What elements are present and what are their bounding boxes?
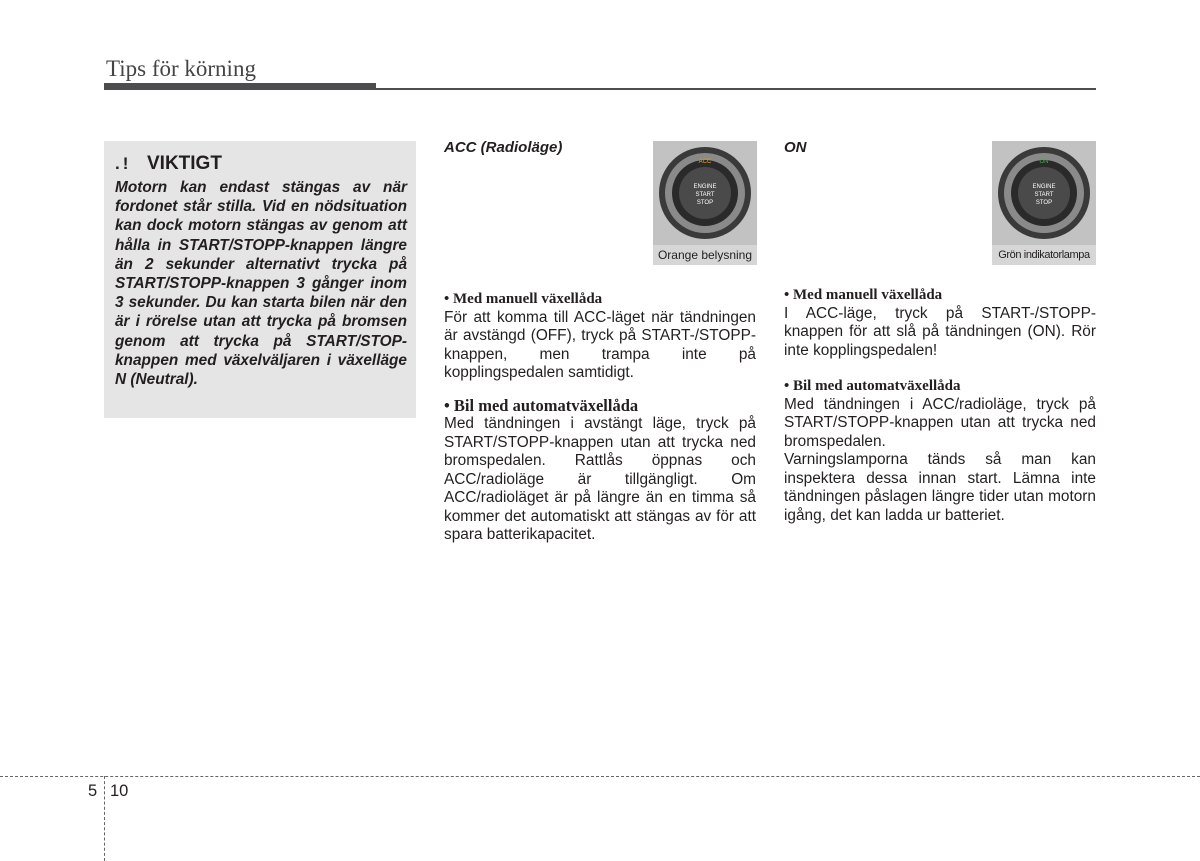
button-line-1: ENGINE <box>1032 184 1056 190</box>
on-auto-text-2: Varningslamporna tänds så man kan inspektera dessa innan start. Lämna inte tändningen påslagen längre tider utan motorn igång, det kan ladda ur batteriet. <box>784 451 1096 524</box>
warning-header <box>115 151 407 177</box>
on-photo-caption: Grön indikatorlampa <box>992 245 1096 265</box>
on-manual-text: I ACC-läge, tryck på START-/STOPP-knappen för att slå på tändningen (ON). Rör inte kopplingspedalen! <box>784 304 1096 359</box>
acc-ring-label: ACC <box>698 159 712 165</box>
on-button-photo <box>992 141 1096 265</box>
warning-title: VIKTIGT <box>147 153 222 174</box>
chapter-number: 5 <box>88 782 98 800</box>
button-line-2: START <box>1034 192 1054 198</box>
on-section-label: ON <box>784 139 807 156</box>
exclamation-icon: .! <box>115 154 132 173</box>
warning-text: Motorn kan endast stängas av när fordonet står stilla. Vid en nödsituation kan dock motorn stängas av genom att hålla in START/STOPP-knappen längre än 2 sekunder alternativt trycka på START/STOPP-knappen 3 gånger inom 3 sekunder. Du kan starta bilen när den är i rörelse utan att trycka på bromsen genom att trycka på START/STOP-knappen med växelväljaren i växelläge N (Neutral). <box>115 179 407 389</box>
acc-photo-caption: Orange belysning <box>653 245 757 265</box>
footer-divider <box>0 776 1200 777</box>
button-line-3: STOP <box>1035 200 1053 206</box>
on-ring-label: ON <box>1039 159 1049 165</box>
acc-section-label: ACC (Radioläge) <box>444 139 563 156</box>
button-line-1: ENGINE <box>693 184 717 190</box>
acc-auto-heading: • Bil med automatväxellåda <box>444 395 639 415</box>
button-line-3: STOP <box>696 200 714 206</box>
on-auto-heading: • Bil med automatväxellåda <box>784 378 961 394</box>
acc-manual-text: För att komma till ACC-läget när tändningen är avstängd (OFF), tryck på START-/STOPP-knappen, men trampa inte på kopplingspedalen samtidigt. <box>444 308 756 381</box>
page-number: 10 <box>110 782 129 800</box>
on-text-column <box>784 286 1096 525</box>
acc-text-column <box>444 290 756 545</box>
header-rule <box>104 88 1096 90</box>
page-header-title: Tips för körning <box>106 56 256 81</box>
engine-start-button-image <box>992 141 1096 245</box>
acc-auto-text: Med tändningen i avstängt läge, tryck på START/STOPP-knappen utan att trycka ned bromspedalen. Rattlås öppnas och ACC/radioläge är tillgängligt. Om ACC/radioläget är på längre än en timma så kommer det automatiskt att stängas av för att spara batterikapacitet. <box>444 415 756 543</box>
warning-box <box>104 141 416 418</box>
button-line-2: START <box>695 192 715 198</box>
acc-button-photo <box>653 141 757 265</box>
on-auto-text-1: Med tändningen i ACC/radioläge, tryck på START/STOPP-knappen utan att trycka ned bromspedalen. <box>784 395 1096 450</box>
on-manual-heading: • Med manuell växellåda <box>784 287 943 303</box>
footer-vertical-divider <box>104 776 105 861</box>
engine-start-button-image <box>653 141 757 245</box>
acc-manual-heading: • Med manuell växellåda <box>444 291 603 307</box>
